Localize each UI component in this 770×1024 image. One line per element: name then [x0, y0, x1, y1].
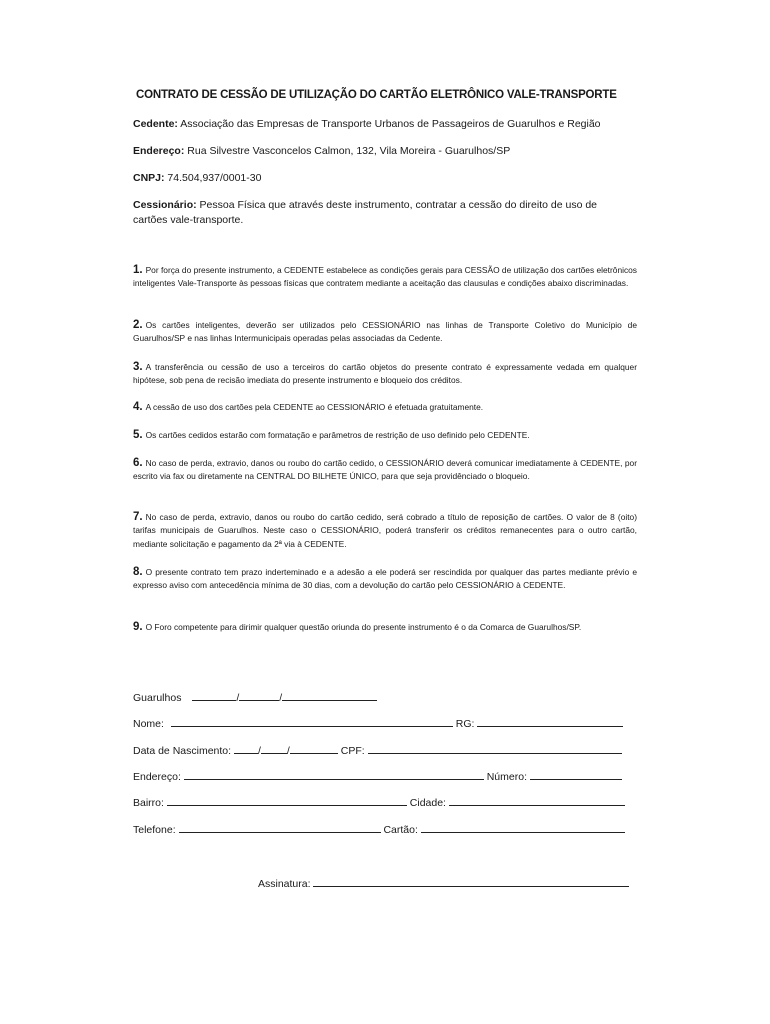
clause-3: [133, 361, 637, 388]
clause-number: 4.: [133, 401, 143, 413]
endereco-value: Rua Silvestre Vasconcelos Calmon, 132, Vila Moreira - Guarulhos/SP: [184, 145, 511, 157]
clause-text: O Foro competente para dirimir qualquer questão oriunda do presente instrumento é o da Comarca de Guarulhos/SP.: [145, 622, 582, 632]
rg-field[interactable]: [477, 716, 623, 727]
numero-label: Número:: [486, 771, 527, 783]
day-field[interactable]: [192, 690, 236, 701]
clause-text: Por força do presente instrumento, a CEDENTE estabelece as condições gerais para CESSÃO de utilização dos cartões eletrônicos inteligentes Vale-Transporte às pessoas físicas que contratem mediante a aceitação das clausulas e condições abaixo discriminadas.: [133, 265, 637, 289]
cartao-field[interactable]: [421, 822, 625, 833]
clause-5: [133, 429, 637, 442]
bairro-label: Bairro:: [133, 797, 164, 809]
endereco-field[interactable]: [184, 769, 484, 780]
cnpj-value: 74.504,937/0001-30: [164, 172, 262, 184]
cnpj-line: [133, 171, 613, 186]
endereco-label: Endereço:: [133, 145, 185, 157]
rg-label: RG:: [455, 718, 475, 730]
month-field[interactable]: [239, 690, 279, 701]
birth-day-field[interactable]: [234, 743, 258, 754]
telefone-field[interactable]: [179, 822, 381, 833]
clause-text: No caso de perda, extravio, danos ou roubo do cartão cedido, será cobrado a título de reposição de cartões. O valor de 8 (oito) tarifas municipais de Guarulhos. Neste caso o CESSIONÁRIO, poderá transferir os créditos remanecentes para o outro cartão, mediante solicitação e pagamento da 2ª via à CEDENTE.: [133, 512, 637, 549]
clause-2: [133, 319, 637, 346]
clause-number: 7.: [133, 511, 143, 523]
clause-number: 3.: [133, 361, 143, 373]
clause-text: Os cartões cedidos estarão com formatação e parâmetros de restrição de uso definido pelo CEDENTE.: [145, 430, 530, 440]
cedente-value: Associação das Empresas de Transporte Urbanos de Passageiros de Guarulhos e Região: [177, 118, 601, 130]
clause-number: 8.: [133, 566, 143, 578]
cessionario-label: Cessionário:: [133, 199, 197, 211]
clause-number: 5.: [133, 429, 143, 441]
clause-number: 2.: [133, 319, 143, 331]
cnpj-label: CNPJ:: [133, 172, 165, 184]
nascimento-line: Data de Nascimento: / / CPF:: [133, 743, 622, 757]
clause-text: O presente contrato tem prazo inderteminado e a adesão a ele poderá ser rescindida por qualquer das partes mediante prévio e expresso aviso com antecedência mínima de 30 dias, com a devolução do cartão pelo CESSIONÁRIO à CEDENTE.: [133, 567, 637, 591]
cpf-label: CPF:: [340, 745, 365, 757]
clause-6: [133, 457, 637, 484]
year-field[interactable]: [282, 690, 377, 701]
bairro-field[interactable]: [167, 795, 407, 806]
cpf-field[interactable]: [368, 743, 622, 754]
clause-7: [133, 511, 637, 551]
telefone-line: [133, 822, 625, 836]
birth-year-field[interactable]: [290, 743, 338, 754]
cidade-label: Cidade:: [409, 797, 446, 809]
cidade-field[interactable]: [449, 795, 625, 806]
clause-text: A cessão de uso dos cartões pela CEDENTE ao CESSIONÁRIO é efetuada gratuitamente.: [145, 402, 484, 412]
clause-number: 9.: [133, 621, 143, 633]
nome-line: [133, 716, 623, 730]
cessionario-value: Pessoa Física que através deste instrumento, contratar a cessão do direito de uso de cartões vale-transporte.: [133, 199, 597, 226]
nascimento-label: Data de Nascimento:: [133, 745, 232, 757]
clause-number: 1.: [133, 264, 143, 276]
nome-label: Nome:: [133, 718, 164, 730]
bairro-line: [133, 795, 625, 809]
date-line: Guarulhos / /: [133, 690, 377, 704]
clause-4: [133, 401, 637, 414]
endereco-form-line: [133, 769, 622, 783]
cedente-line: [133, 117, 613, 132]
clause-9: [133, 621, 637, 634]
clause-text: No caso de perda, extravio, danos ou roubo do cartão cedido, o CESSIONÁRIO deverá comunicar imediatamente à CEDENTE, por escrito via fax ou diretamente na CENTRAL DO BILHETE ÚNICO, para que seja providênciado o bloqueio.: [133, 458, 637, 482]
clause-number: 6.: [133, 457, 143, 469]
clause-8: [133, 566, 637, 593]
clause-text: A transferência ou cessão de uso a terceiros do cartão objetos do presente contrato é expressamente vedada em qualquer hipótese, sob pena de recisão imediata do presente instrumento e bloqueio dos créditos.: [133, 362, 637, 386]
numero-field[interactable]: [530, 769, 622, 780]
assinatura-line: [258, 876, 629, 890]
cartao-label: Cartão:: [383, 824, 418, 836]
clause-text: Os cartões inteligentes, deverão ser utilizados pelo CESSIONÁRIO nas linhas de Transporte Coletivo do Município de Guarulhos/SP e nas linhas Intermunicipais operadas pelas associadas da Cedente.: [133, 320, 637, 344]
endereco-form-label: Endereço:: [133, 771, 181, 783]
nome-field[interactable]: [171, 716, 453, 727]
birth-month-field[interactable]: [261, 743, 287, 754]
telefone-label: Telefone:: [133, 824, 176, 836]
cedente-label: Cedente:: [133, 118, 178, 130]
assinatura-label: Assinatura:: [258, 878, 311, 890]
city-label: Guarulhos: [133, 692, 182, 704]
endereco-line: [133, 144, 613, 159]
cessionario-line: [133, 198, 613, 228]
assinatura-field[interactable]: [313, 876, 629, 887]
document-title: CONTRATO DE CESSÃO DE UTILIZAÇÃO DO CARTÃO ELETRÔNICO VALE-TRANSPORTE: [136, 89, 617, 101]
clause-1: [133, 264, 637, 291]
